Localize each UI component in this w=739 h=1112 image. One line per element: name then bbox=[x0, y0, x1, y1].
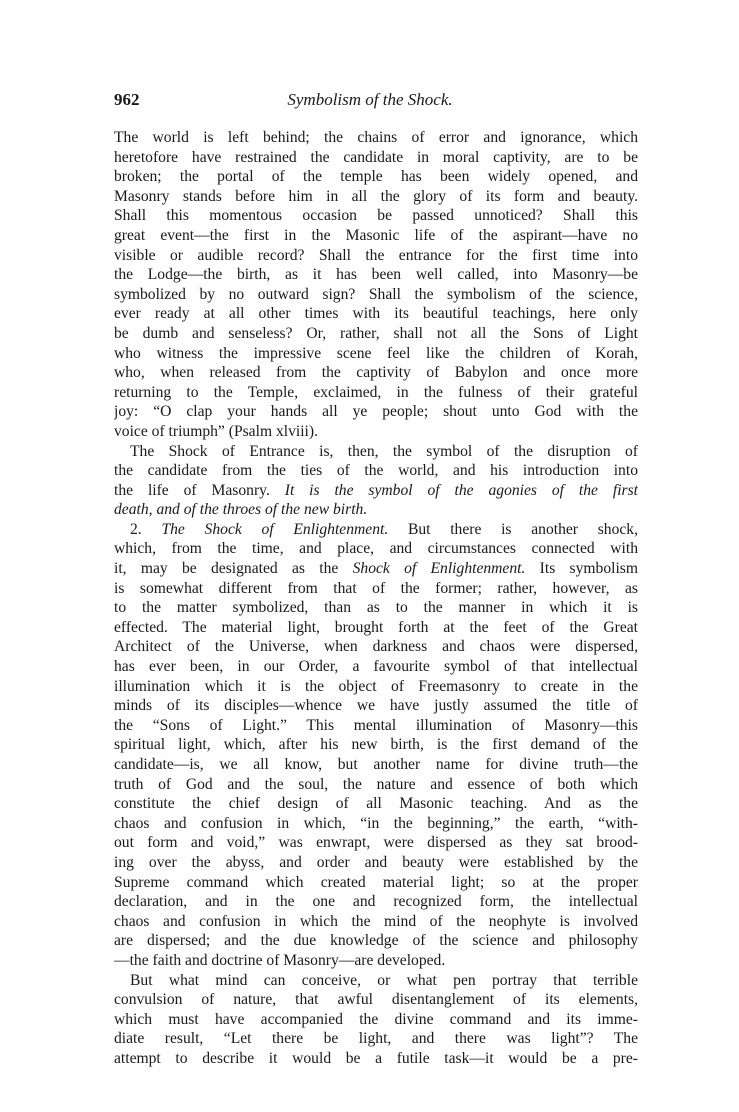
text-line: —the faith and doctrine of Masonry—are developed. bbox=[114, 951, 446, 969]
text-line: who, when released from the captivity of Babylon and once more bbox=[114, 364, 638, 382]
text-line: candidate—is, we all know, but another name for divine truth—the bbox=[114, 756, 638, 773]
text-line: is somewhat different from that of the former; rather, however, as bbox=[114, 579, 638, 597]
text-line: Architect of the Universe, when darkness and chaos were dispersed, bbox=[114, 638, 638, 656]
text-line: ing over the abyss, and order and beauty were established by the bbox=[114, 853, 638, 871]
text-line: symbolized by no outward sign? Shall the symbolism of the science, bbox=[114, 285, 638, 303]
text-line: The world is left behind; the chains of error and ignorance, which bbox=[114, 129, 638, 146]
text-line: chaos and confusion in which the mind of the neophyte is involved bbox=[114, 912, 638, 930]
text-line: convulsion of nature, that awful disentanglement of its elements, bbox=[114, 991, 638, 1009]
text-line: declaration, and in the one and recognized form, the intellectual bbox=[114, 893, 638, 911]
text-line: who witness the impressive scene feel like the children of Korah, bbox=[114, 344, 638, 362]
text-line: effected. The material light, brought forth at the feet of the Great bbox=[114, 618, 638, 636]
body-text bbox=[114, 128, 638, 1069]
text-line: broken; the portal of the temple has been widely opened, and bbox=[114, 168, 638, 186]
text-line: truth of God and the soul, the nature and essence of both which bbox=[114, 775, 638, 793]
text-line: out form and void,” was enwrapt, were dispersed as they sat brood- bbox=[114, 834, 638, 852]
text-line: Masonry stands before him in all the glory of its form and beauty. bbox=[114, 187, 638, 205]
text-line: heretofore have restrained the candidate in moral captivity, are to be bbox=[114, 148, 638, 166]
text-line: Supreme command which created material light; so at the proper bbox=[114, 873, 638, 891]
text-line: joy: “O clap your hands all ye people; shout unto God with the bbox=[114, 403, 638, 421]
text-line: visible or audible record? Shall the entrance for the first time into bbox=[114, 246, 638, 264]
text-line: be dumb and senseless? Or, rather, shall not all the Sons of Light bbox=[114, 324, 638, 342]
text-line: it, may be designated as the Shock of Enlightenment. Its symbolism bbox=[114, 560, 638, 578]
text-line: the “Sons of Light.” This mental illumination of Masonry—this bbox=[114, 716, 638, 734]
text-line: illumination which it is the object of Freemasonry to create in the bbox=[114, 677, 638, 695]
text-line: 2. The Shock of Enlightenment. But there is another shock, bbox=[130, 520, 638, 538]
text-line: the candidate from the ties of the world, and his introduction into bbox=[114, 462, 638, 480]
text-line: diate result, “Let there be light, and there was light”? The bbox=[114, 1030, 638, 1048]
text-line: which must have accompanied the divine command and its imme- bbox=[114, 1010, 638, 1028]
text-line: which, from the time, and place, and circumstances connected with bbox=[114, 540, 638, 558]
running-title: Symbolism of the Shock. bbox=[287, 90, 453, 109]
text-line: death, and of the throes of the new birth. bbox=[114, 501, 368, 519]
text-line: minds of its disciples—whence we have justly assumed the title of bbox=[114, 697, 638, 715]
text-line: the life of Masonry. It is the symbol of the agonies of the first bbox=[114, 481, 638, 499]
text-line: great event—the first in the Masonic life of the aspirant—have no bbox=[114, 226, 638, 244]
text-line: are dispersed; and the due knowledge of the science and philosophy bbox=[114, 932, 638, 950]
text-line: ever ready at all other times with its beautiful teachings, here only bbox=[114, 305, 638, 323]
running-head bbox=[100, 90, 640, 114]
text-line: constitute the chief design of all Masonic teaching. And as the bbox=[114, 795, 638, 813]
text-line: voice of triumph” (Psalm xlviii). bbox=[114, 422, 318, 440]
text-line: But what mind can conceive, or what pen portray that terrible bbox=[130, 971, 638, 989]
text-line: The Shock of Entrance is, then, the symbol of the disruption of bbox=[130, 442, 638, 460]
text-line: Shall this momentous occasion be passed unnoticed? Shall this bbox=[114, 207, 638, 225]
page-number: 962 bbox=[114, 90, 140, 109]
text-line: spiritual light, which, after his new birth, is the first demand of the bbox=[114, 736, 638, 754]
text-line: to the matter symbolized, than as to the manner in which it is bbox=[114, 599, 638, 617]
text-line: chaos and confusion in which, “in the beginning,” the earth, “with- bbox=[114, 814, 638, 832]
text-line: has ever been, in our Order, a favourite symbol of that intellectual bbox=[114, 658, 638, 676]
text-line: attempt to describe it would be a futile task—it would be a pre- bbox=[114, 1049, 638, 1067]
text-line: returning to the Temple, exclaimed, in the fulness of their grateful bbox=[114, 383, 638, 401]
text-line: the Lodge—the birth, as it has been well called, into Masonry—be bbox=[114, 266, 638, 284]
